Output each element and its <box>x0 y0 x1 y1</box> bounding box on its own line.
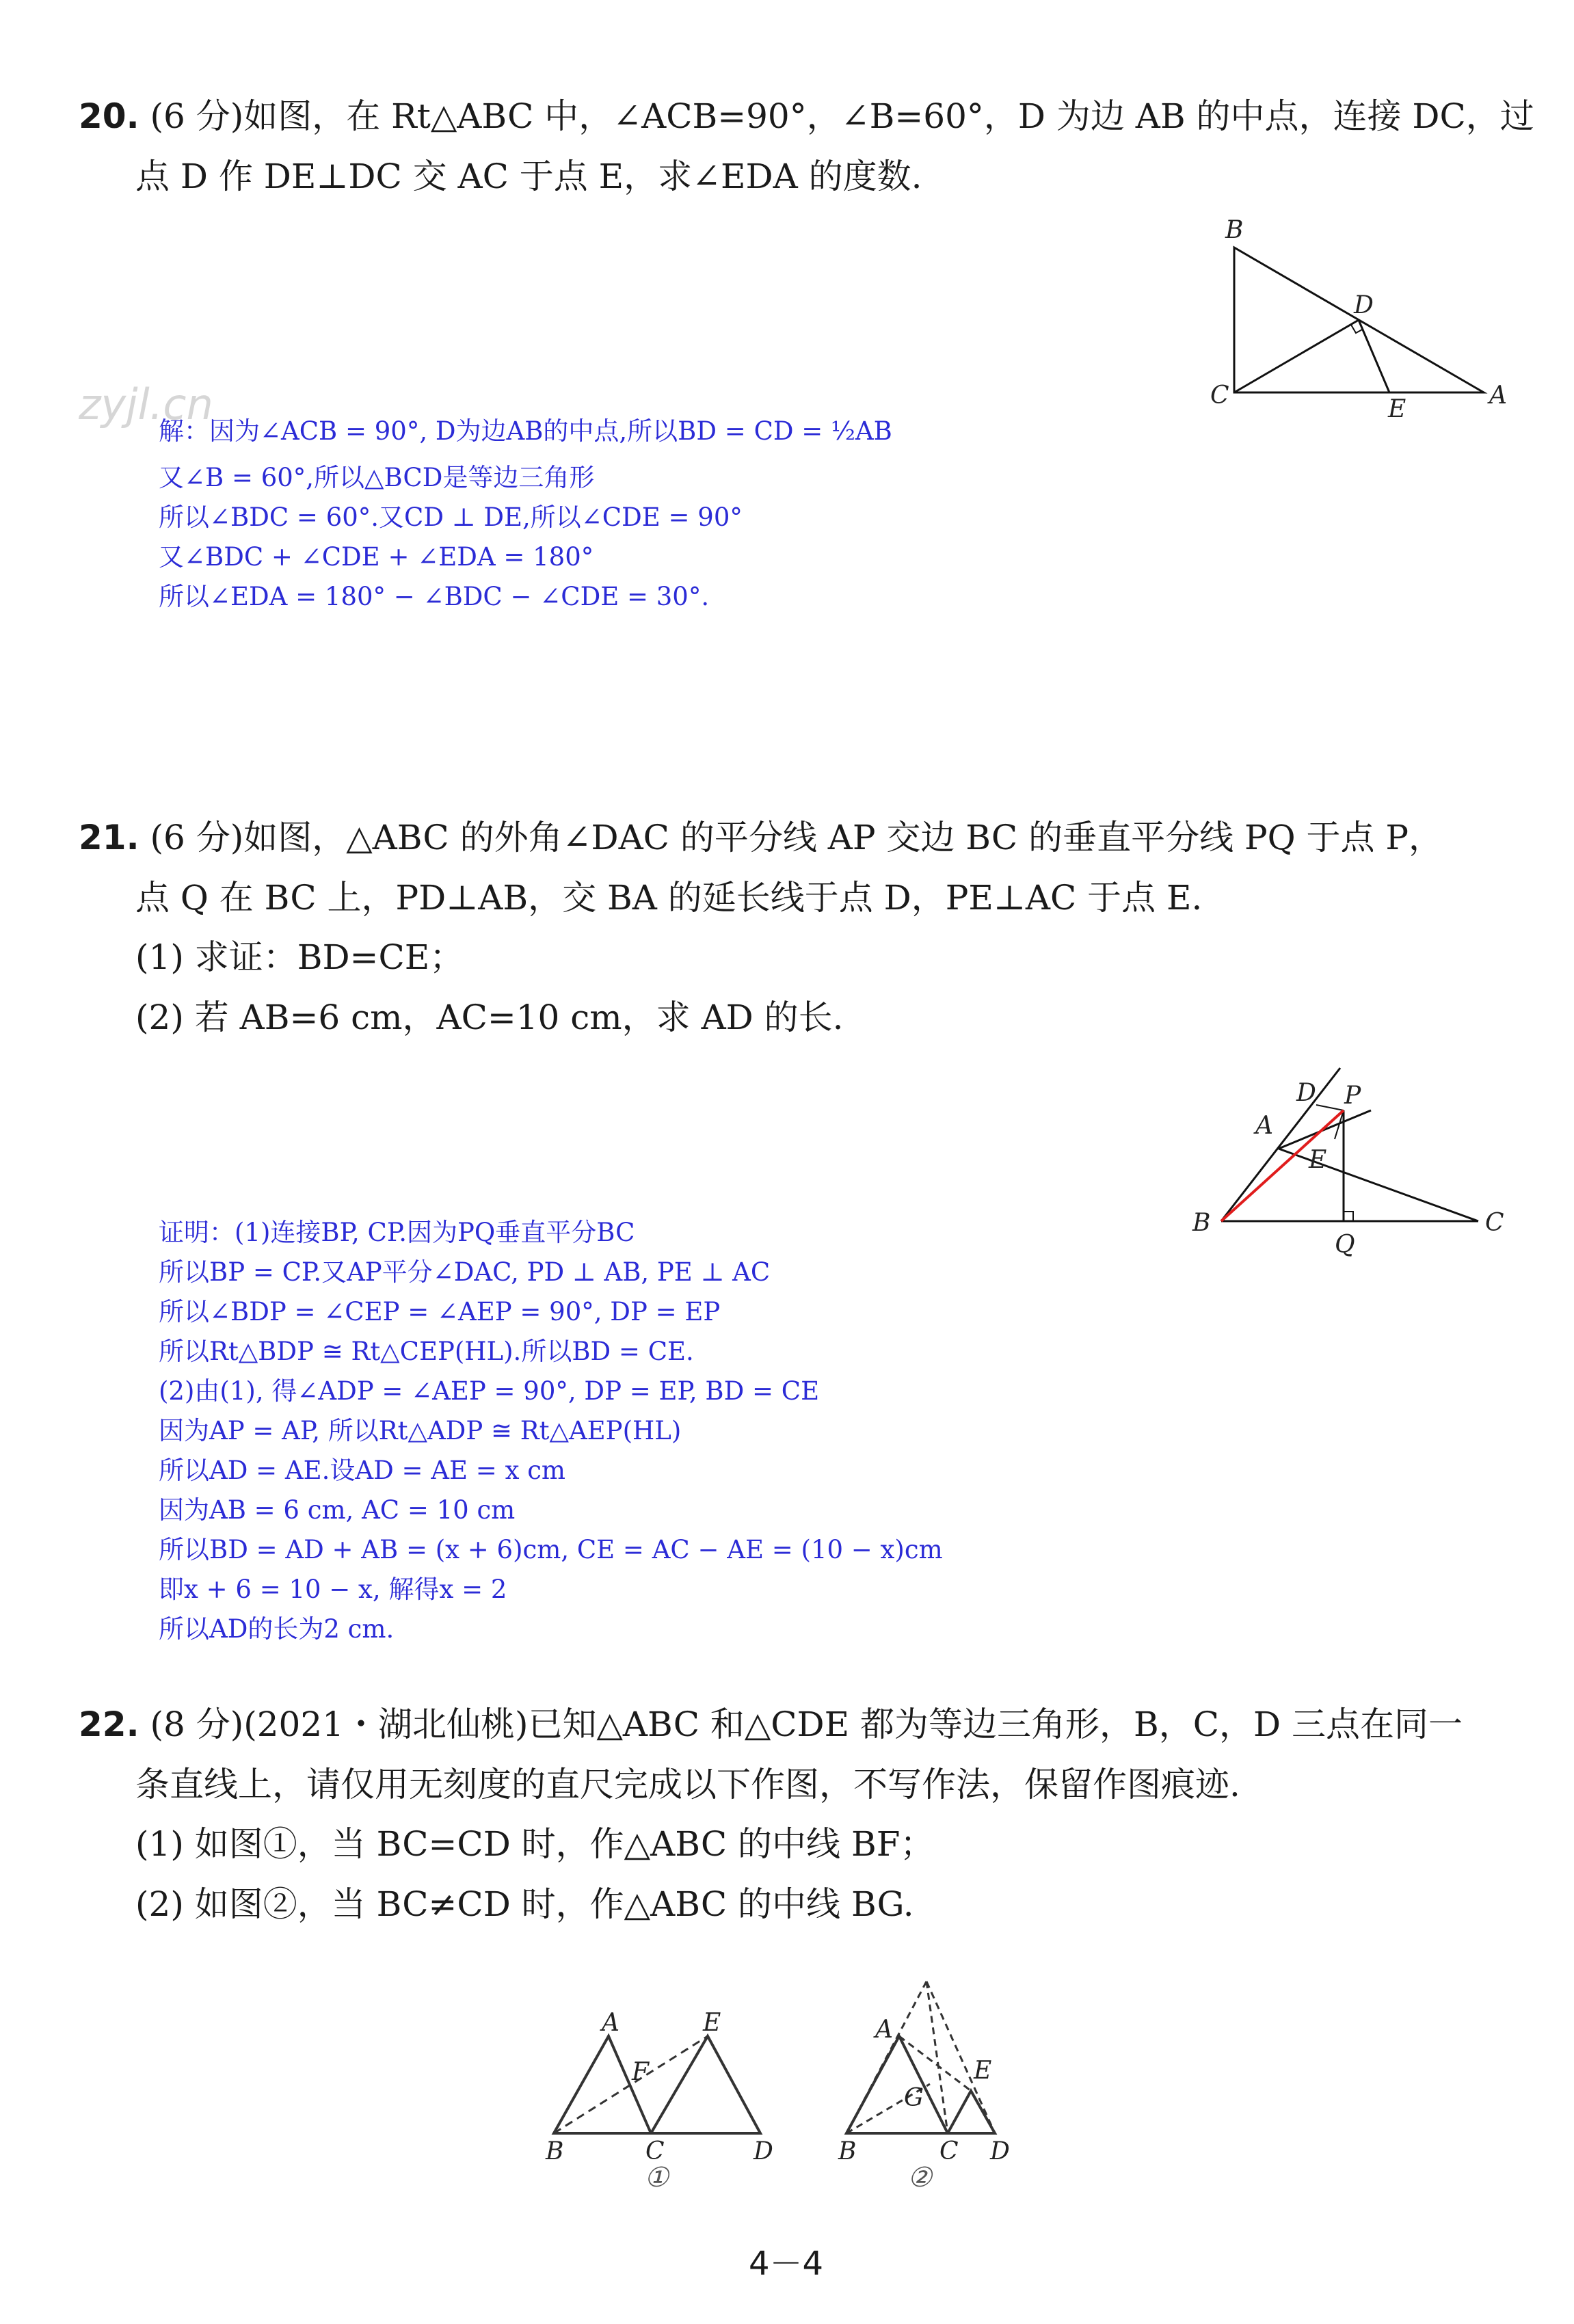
q21-segment-pd <box>1316 1105 1344 1110</box>
q22-line2: 条直线上，请仅用无刻度的直尺完成以下作图，不写作法，保留作图痕迹. <box>135 1765 1240 1804</box>
q22-fig2-caption: ② <box>907 2162 932 2193</box>
q20-number: 20. <box>79 96 139 136</box>
q20-text-line1: (6 分)如图，在 Rt△ABC 中，∠ACB=90°，∠B=60°，D 为边 AB 的中点，连接 DC，过 <box>150 96 1534 136</box>
q21-solution-line: 所以AD的长为2 cm. <box>159 1614 395 1644</box>
q20-solution-line: 又∠B = 60°,所以△BCD是等边三角形 <box>159 463 595 492</box>
watermark: zyjl.cn <box>79 379 213 429</box>
q22-fig1-label-b: B <box>546 2137 564 2165</box>
q22-figure-1 <box>533 1983 793 2195</box>
q21-right-angle-q <box>1344 1212 1353 1221</box>
q22-fig1-label-c: C <box>645 2137 665 2165</box>
q22-fig2-triangle-cde <box>948 2091 995 2133</box>
q20-solution-line: 解：因为∠ACB = 90°, D为边AB的中点,所以BD = CD = ½AB <box>159 416 892 446</box>
q22-figure-2 <box>827 1969 1046 2195</box>
q22-fig2-label-d: D <box>990 2137 1010 2165</box>
q21-line1 <box>79 817 1443 858</box>
q21-solution-line: 所以Rt△BDP ≅ Rt△CEP(HL).所以BD = CE. <box>159 1337 694 1366</box>
q20-label-b: B <box>1225 216 1244 244</box>
q21-solution-line: 因为AB = 6 cm, AC = 10 cm <box>159 1495 516 1525</box>
q20-solution-line: 所以∠BDC = 60°.又CD ⊥ DE,所以∠CDE = 90° <box>159 503 743 532</box>
q21-solution-line: 证明：(1)连接BP, CP.因为PQ垂直平分BC <box>159 1218 635 1247</box>
q21-text-line1: (6 分)如图，△ABC 的外角∠DAC 的平分线 AP 交边 BC 的垂直平分线 PQ 于点 P， <box>150 818 1443 857</box>
q22-fig1-caption: ① <box>644 2162 669 2193</box>
q21-line-bd <box>1221 1068 1340 1221</box>
q22-fig2-label-g: G <box>904 2084 924 2112</box>
q20-line1 <box>79 96 1534 137</box>
q20-solution-line: 又∠BDC + ∠CDE + ∠EDA = 180° <box>159 542 594 572</box>
q22-fig1-label-f: F <box>632 2058 649 2086</box>
q20-label-a: A <box>1489 382 1507 410</box>
q22-fig1-label-e: E <box>703 2009 721 2037</box>
q20-segment-de <box>1359 320 1389 392</box>
q21-solution-line: 所以∠BDP = ∠CEP = ∠AEP = 90°, DP = EP <box>159 1297 721 1326</box>
q22-text-line1: (8 分)(2021・湖北仙桃)已知△ABC 和△CDE 都为等边三角形，B，C，D 三点在同一 <box>150 1705 1463 1744</box>
q21-solution-line: 所以BP = CP.又AP平分∠DAC, PD ⊥ AB, PE ⊥ AC <box>159 1257 771 1287</box>
q20-figure <box>1190 212 1518 431</box>
q20-label-e: E <box>1388 395 1406 423</box>
q22-fig2-label-c: C <box>939 2137 959 2165</box>
q20-label-d: D <box>1354 291 1374 319</box>
q21-solution-line: 所以AD = AE.设AD = AE = x cm <box>159 1456 565 1485</box>
q22-fig2-label-e: E <box>974 2057 992 2085</box>
q21-solution-line: 因为AP = AP, 所以Rt△ADP ≅ Rt△AEP(HL) <box>159 1416 682 1445</box>
q22-fig2-label-a: A <box>875 2016 893 2044</box>
q20-solution-line: 所以∠EDA = 180° − ∠BDC − ∠CDE = 30°. <box>159 582 710 611</box>
q21-part2: (2) 若 AB=6 cm，AC=10 cm，求 AD 的长. <box>135 998 844 1037</box>
q21-label-b: B <box>1192 1209 1211 1237</box>
q22-part2: (2) 如图②，当 BC≠CD 时，作△ABC 的中线 BG. <box>135 1884 914 1924</box>
q21-solution-line: 所以BD = AD + AB = (x + 6)cm, CE = AC − AE = (10 − x)cm <box>159 1535 943 1564</box>
q22-line1 <box>79 1704 1463 1745</box>
q22-part1: (1) 如图①，当 BC=CD 时，作△ABC 的中线 BF； <box>135 1824 935 1864</box>
q22-fig1-label-a: A <box>602 2009 619 2037</box>
q21-figure <box>1183 1060 1511 1272</box>
q21-label-c: C <box>1485 1209 1504 1237</box>
q21-label-p: P <box>1344 1082 1361 1110</box>
q21-label-d: D <box>1296 1079 1316 1107</box>
q21-label-q: Q <box>1335 1231 1355 1259</box>
q22-fig2-triangle-abc <box>846 2036 948 2133</box>
q21-label-e: E <box>1309 1146 1327 1174</box>
page-number: 4－4 <box>749 2245 824 2283</box>
q22-fig1-label-d: D <box>753 2137 773 2165</box>
q21-solution-line: 即x + 6 = 10 − x, 解得x = 2 <box>159 1575 507 1604</box>
q21-line2: 点 Q 在 BC 上，PD⊥AB，交 BA 的延长线于点 D，PE⊥AC 于点 E. <box>135 878 1203 918</box>
q21-part1: (1) 求证：BD=CE； <box>135 937 464 977</box>
q20-segment-dc <box>1234 320 1359 392</box>
q20-line2: 点 D 作 DE⊥DC 交 AC 于点 E，求∠EDA 的度数. <box>135 157 922 196</box>
q22-number: 22. <box>79 1705 139 1744</box>
q22-fig2-label-b: B <box>838 2137 857 2165</box>
q21-number: 21. <box>79 818 139 857</box>
q20-label-c: C <box>1210 382 1229 410</box>
q21-solution-line: (2)由(1), 得∠ADP = ∠AEP = 90°, DP = EP, BD = CE <box>159 1376 820 1406</box>
q21-label-a: A <box>1255 1112 1273 1140</box>
q22-fig1-triangle-cde <box>651 2036 760 2133</box>
